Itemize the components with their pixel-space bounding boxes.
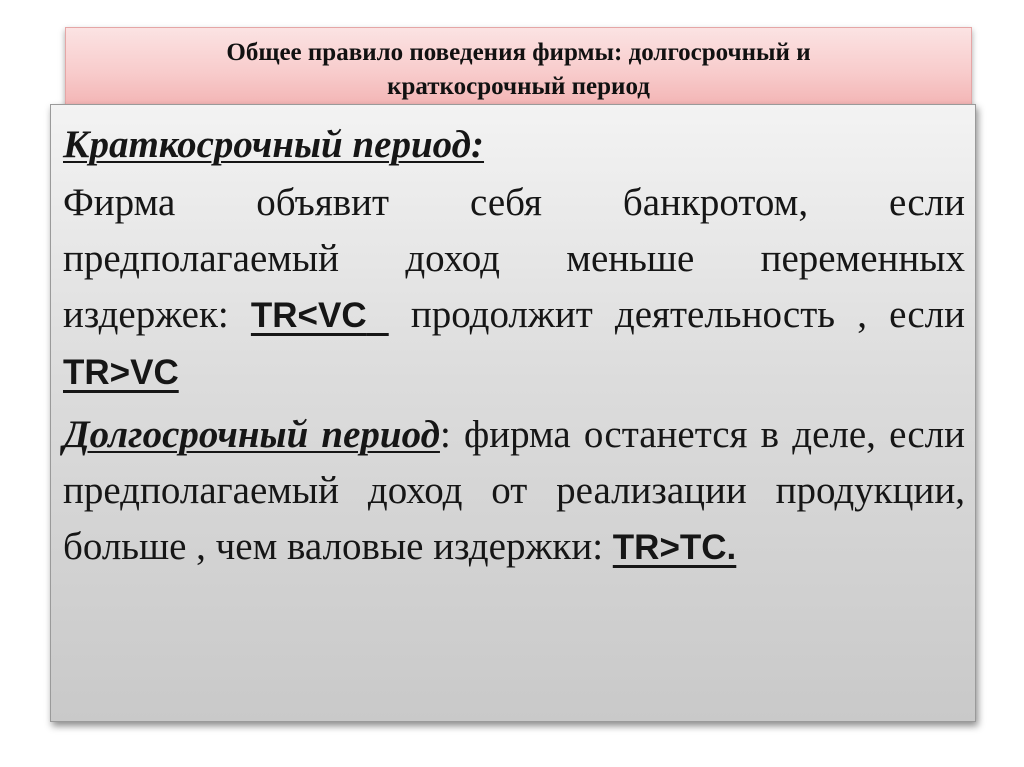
content-box	[50, 104, 976, 722]
short-term-text-2: продолжит деятельность , если	[388, 293, 965, 336]
formula-tr-gt-vc: TR>VC	[63, 353, 179, 392]
long-term-paragraph	[63, 407, 965, 576]
slide-title-line2: краткосрочный период	[387, 73, 650, 100]
long-term-text: : фирма останется в деле, если предполагаемый доход от реализации продукции, больше , чем валовые издержки:	[63, 413, 965, 568]
short-term-text-1: Фирма объявит себя банкротом, если предполагаемый доход меньше переменных издержек:	[63, 181, 965, 336]
formula-underline-trail	[367, 296, 389, 335]
formula-tr-gt-tc: TR>TC.	[612, 528, 737, 567]
short-term-paragraph	[63, 175, 965, 401]
long-term-heading: Долгосрочный период	[63, 413, 440, 456]
formula-tr-lt-vc: TR<VC	[250, 296, 367, 335]
short-term-heading: Краткосрочный период:	[63, 123, 485, 166]
short-term-heading-paragraph	[63, 117, 965, 173]
title-box	[65, 27, 972, 109]
slide-title-line1: Общее правило поведения фирмы: долгосрочный и	[226, 39, 811, 66]
slide-title	[66, 36, 971, 104]
